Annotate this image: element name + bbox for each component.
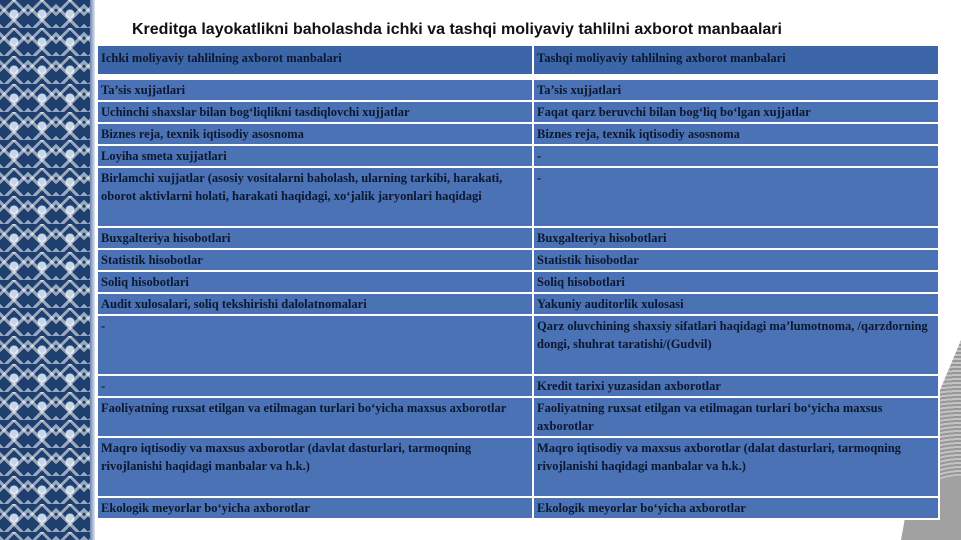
external-source-cell: Kredit tarixi yuzasidan axborotlar	[533, 375, 939, 397]
external-source-cell: Faoliyatning ruxsat etilgan va etilmagan turlari bo‘yicha maxsus axborotlar	[533, 397, 939, 437]
table-row	[97, 315, 939, 375]
header-internal: Ichki moliyaviy tahlilning axborot manbalari	[97, 45, 533, 75]
table-row	[97, 101, 939, 123]
table-row	[97, 437, 939, 497]
table-row	[97, 249, 939, 271]
table-row	[97, 397, 939, 437]
internal-source-cell: Birlamchi xujjatlar (asosiy vositalarni baholash, ularning tarkibi, harakati, oborot aktivlarni holati, harakati haqidagi, xo‘jalik jaryonlari haqidagi	[97, 167, 533, 227]
external-source-cell: Maqro iqtisodiy va maxsus axborotlar (dalat dasturlari, tarmoqning rivojlanishi haqidagi manbalar va h.k.)	[533, 437, 939, 497]
internal-source-cell: Soliq hisobotlari	[97, 271, 533, 293]
information-sources-table	[96, 44, 940, 520]
decorative-border-edge	[90, 0, 95, 540]
table-row	[97, 497, 939, 519]
internal-source-cell: -	[97, 375, 533, 397]
header-external: Tashqi moliyaviy tahlilning axborot manbalari	[533, 45, 939, 75]
internal-source-cell: -	[97, 315, 533, 375]
internal-source-cell: Ta’sis xujjatlari	[97, 79, 533, 101]
internal-source-cell: Statistik hisobotlar	[97, 249, 533, 271]
table-row	[97, 375, 939, 397]
external-source-cell: Buxgalteriya hisobotlari	[533, 227, 939, 249]
table-row	[97, 271, 939, 293]
internal-source-cell: Audit xulosalari, soliq tekshirishi dalolatnomalari	[97, 293, 533, 315]
external-source-cell: -	[533, 145, 939, 167]
external-source-cell: Ta’sis xujjatlari	[533, 79, 939, 101]
table-header-row	[97, 45, 939, 75]
table-row	[97, 293, 939, 315]
slide-title: Kreditga layokatlikni baholashda ichki va tashqi moliyaviy tahlilni axborot manbaalari	[132, 21, 782, 38]
internal-source-cell: Faoliyatning ruxsat etilgan va etilmagan turlari bo‘yicha maxsus axborotlar	[97, 397, 533, 437]
table-row	[97, 123, 939, 145]
external-source-cell: Ekologik meyorlar bo‘yicha axborotlar	[533, 497, 939, 519]
external-source-cell: Qarz oluvchining shaxsiy sifatlari haqidagi ma’lumotnoma, /qarzdorning dongi, shuhrat taratishi/(Gudvil)	[533, 315, 939, 375]
external-source-cell: -	[533, 167, 939, 227]
table-row	[97, 79, 939, 101]
external-source-cell: Biznes reja, texnik iqtisodiy asosnoma	[533, 123, 939, 145]
table-row	[97, 167, 939, 227]
internal-source-cell: Buxgalteriya hisobotlari	[97, 227, 533, 249]
internal-source-cell: Biznes reja, texnik iqtisodiy asosnoma	[97, 123, 533, 145]
external-source-cell: Soliq hisobotlari	[533, 271, 939, 293]
internal-source-cell: Ekologik meyorlar bo‘yicha axborotlar	[97, 497, 533, 519]
internal-source-cell: Maqro iqtisodiy va maxsus axborotlar (davlat dasturlari, tarmoqning rivojlanishi haqidagi manbalar va h.k.)	[97, 437, 533, 497]
external-source-cell: Faqat qarz beruvchi bilan bog‘liq bo‘lgan xujjatlar	[533, 101, 939, 123]
external-source-cell: Statistik hisobotlar	[533, 249, 939, 271]
table-row	[97, 227, 939, 249]
internal-source-cell: Uchinchi shaxslar bilan bog‘liqlikni tasdiqlovchi xujjatlar	[97, 101, 533, 123]
internal-source-cell: Loyiha smeta xujjatlari	[97, 145, 533, 167]
decorative-border-pattern	[0, 0, 90, 540]
table-row	[97, 145, 939, 167]
external-source-cell: Yakuniy auditorlik xulosasi	[533, 293, 939, 315]
